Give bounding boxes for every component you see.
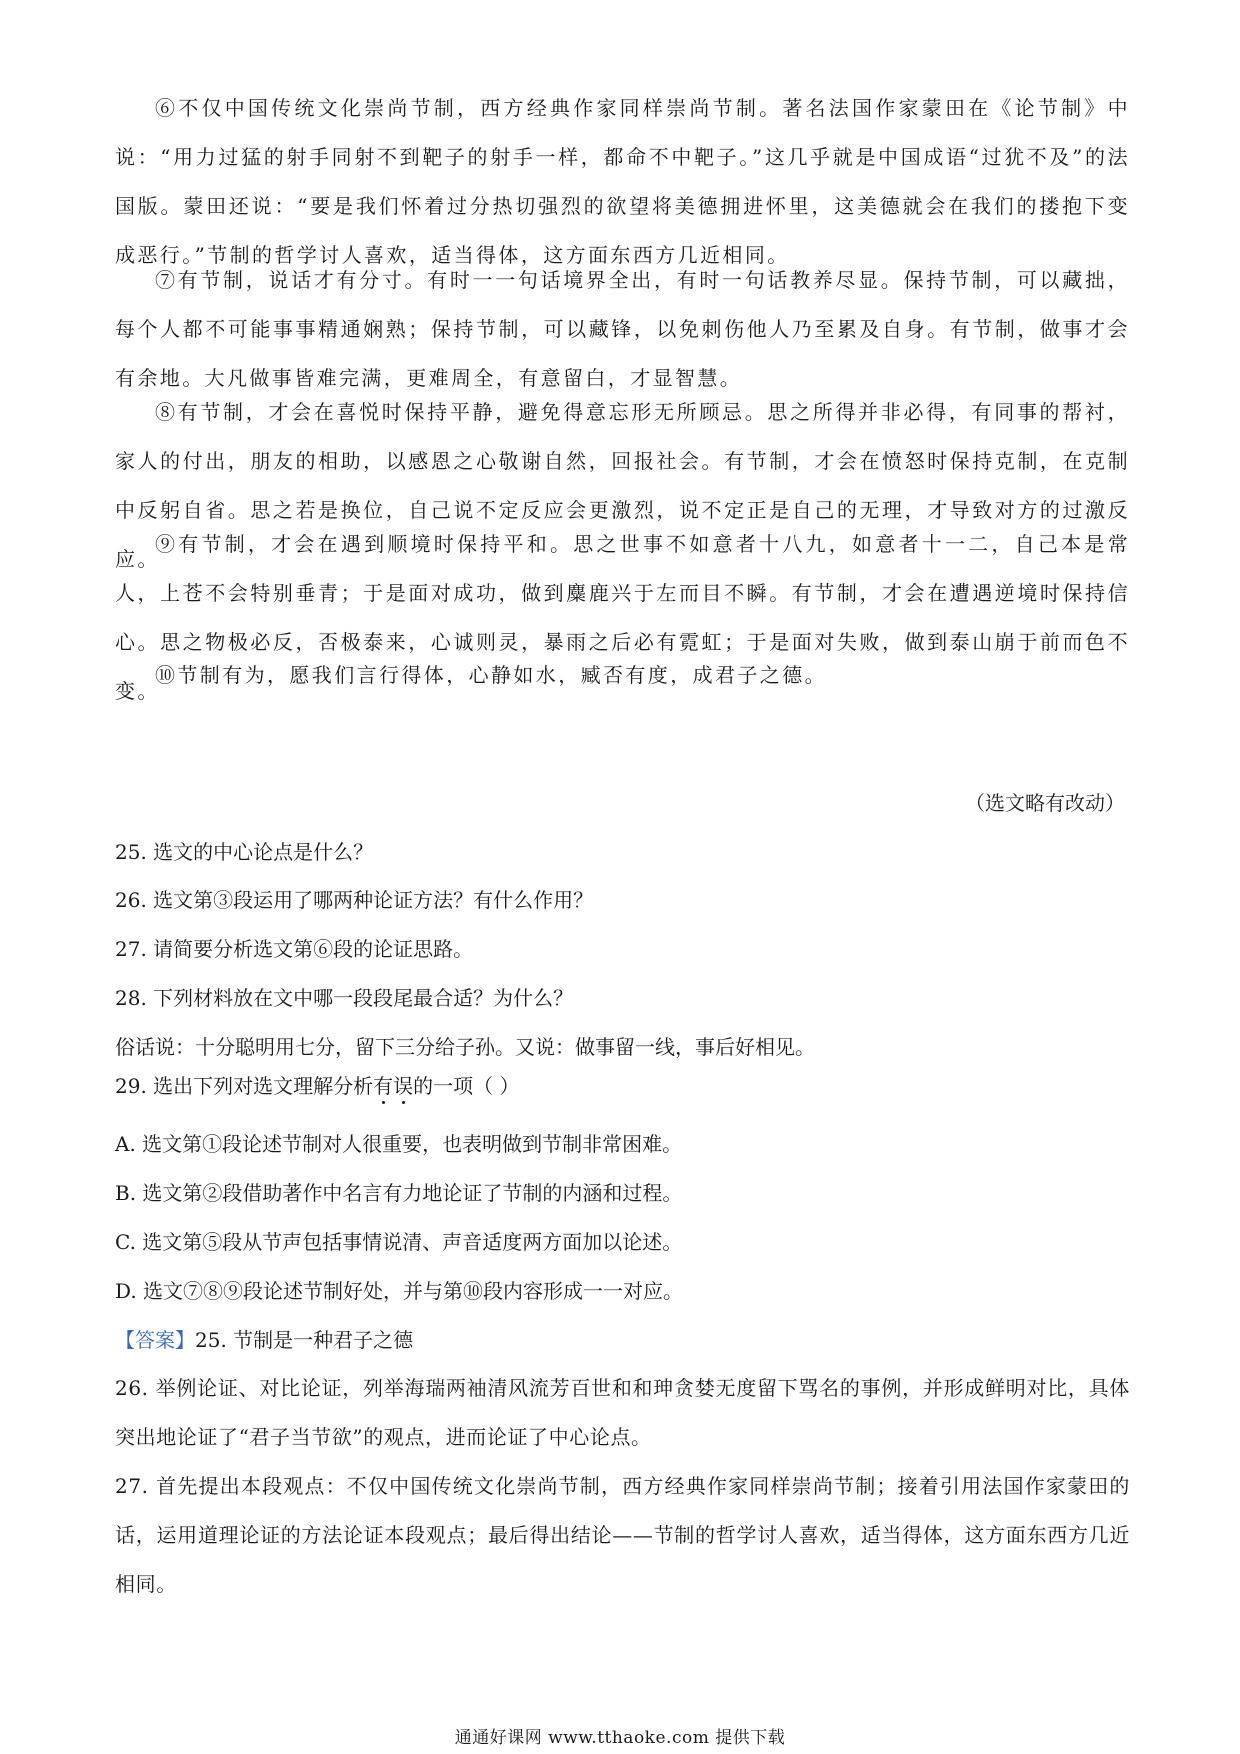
source-note: （选文略有改动） xyxy=(965,791,1125,815)
emphasis-you: 有 xyxy=(373,1074,394,1098)
page-footer: 通通好课网 www.tthaoke.com 提供下载 xyxy=(454,1728,786,1748)
passage-paragraph-6: ⑥不仅中国传统文化崇尚节制，西方经典作家同样崇尚节制。著名法国作家蒙田在《论节制》中说：“用力过猛的射手同射不到靶子的射手一样，都命不中靶子。”这几乎就是中国成语“过犹不及”的法国版。蒙田还说：“要是我们怀着过分热切强烈的欲望将美德拥进怀里，这美德就会在我们的搂抱下变成恶行。”节制的哲学讨人喜欢，适当得体，这方面东西方几近相同。 xyxy=(115,96,1130,267)
answer-25-line xyxy=(115,1325,1130,1355)
passage-paragraph-9: ⑨有节制，才会在遇到顺境时保持平和。思之世事不如意者十八九，如意者十一二，自己本是常人，上苍不会特别垂青；于是面对成功，做到麋鹿兴于左而目不瞬。有节制，才会在遭遇逆境时保持信心。思之物极必反，否极泰来，心诚则灵，暴雨之后必有霓虹；于是面对失败，做到泰山崩于前而色不变。 xyxy=(115,532,1130,703)
question-25: 25. 选文的中心论点是什么？ xyxy=(115,840,374,864)
answer-25: 25. 节制是一种君子之德 xyxy=(195,1328,414,1352)
question-26: 26. 选文第③段运用了哪两种论证方法？有什么作用？ xyxy=(115,888,594,912)
question-27: 27. 请简要分析选文第⑥段的论证思路。 xyxy=(115,937,474,961)
option-b: B. 选文第②段借助著作中名言有力地论证了节制的内涵和过程。 xyxy=(115,1181,683,1205)
question-28-material: 俗话说：十分聪明用七分，留下三分给子孙。又说：做事留一线，事后好相见。 xyxy=(115,1035,815,1059)
answer-26: 26. 举例论证、对比论证，列举海瑞两袖清风流芳百世和和珅贪婪无度留下骂名的事例，并形成鲜明对比，具体突出地论证了“君子当节欲”的观点，进而论证了中心论点。 xyxy=(115,1376,1130,1449)
option-c: C. 选文第⑤段从节声包括事情说清、声音适度两方面加以论述。 xyxy=(115,1230,683,1254)
answer-27: 27. 首先提出本段观点：不仅中国传统文化崇尚节制，西方经典作家同样崇尚节制；接着引用法国作家蒙田的话，运用道理论证的方法论证本段观点；最后得出结论——节制的哲学讨人喜欢，适当得体，这方面东西方几近相同。 xyxy=(115,1474,1130,1596)
passage-paragraph-10: ⑩节制有为，愿我们言行得体，心静如水，臧否有度，成君子之德。 xyxy=(155,663,827,687)
option-d: D. 选文⑦⑧⑨段论述节制好处，并与第⑩段内容形成一一对应。 xyxy=(115,1279,684,1303)
answer-tag: 【答案】 xyxy=(115,1328,195,1352)
question-29-suffix: 的一项（ ） xyxy=(413,1074,520,1098)
question-29-prefix: 29. 选出下列对选文理解分析 xyxy=(115,1074,374,1098)
question-29 xyxy=(115,1071,1130,1101)
option-a: A. 选文第①段论述节制对人很重要，也表明做到节制非常困难。 xyxy=(115,1132,683,1156)
passage-paragraph-8: ⑧有节制，才会在喜悦时保持平静，避免得意忘形无所顾忌。思之所得并非必得，有同事的帮衬，家人的付出，朋友的相助，以感恩之心敬谢自然，回报社会。有节制，才会在愤怒时保持克制，在克制中反躬自省。思之若是换位，自己说不定反应会更激烈，说不定正是自己的无理，才导致对方的过激反应。 xyxy=(115,400,1130,571)
passage-paragraph-7: ⑦有节制，说话才有分寸。有时一一句话境界全出，有时一句话教养尽显。保持节制，可以藏拙，每个人都不可能事事精通娴熟；保持节制，可以藏锋，以免刺伤他人乃至累及自身。有节制，做事才会有余地。大凡做事皆难完满，更难周全，有意留白，才显智慧。 xyxy=(115,268,1130,390)
question-28: 28. 下列材料放在文中哪一段段尾最合适？为什么？ xyxy=(115,986,574,1010)
emphasis-wu: 误 xyxy=(393,1074,414,1098)
